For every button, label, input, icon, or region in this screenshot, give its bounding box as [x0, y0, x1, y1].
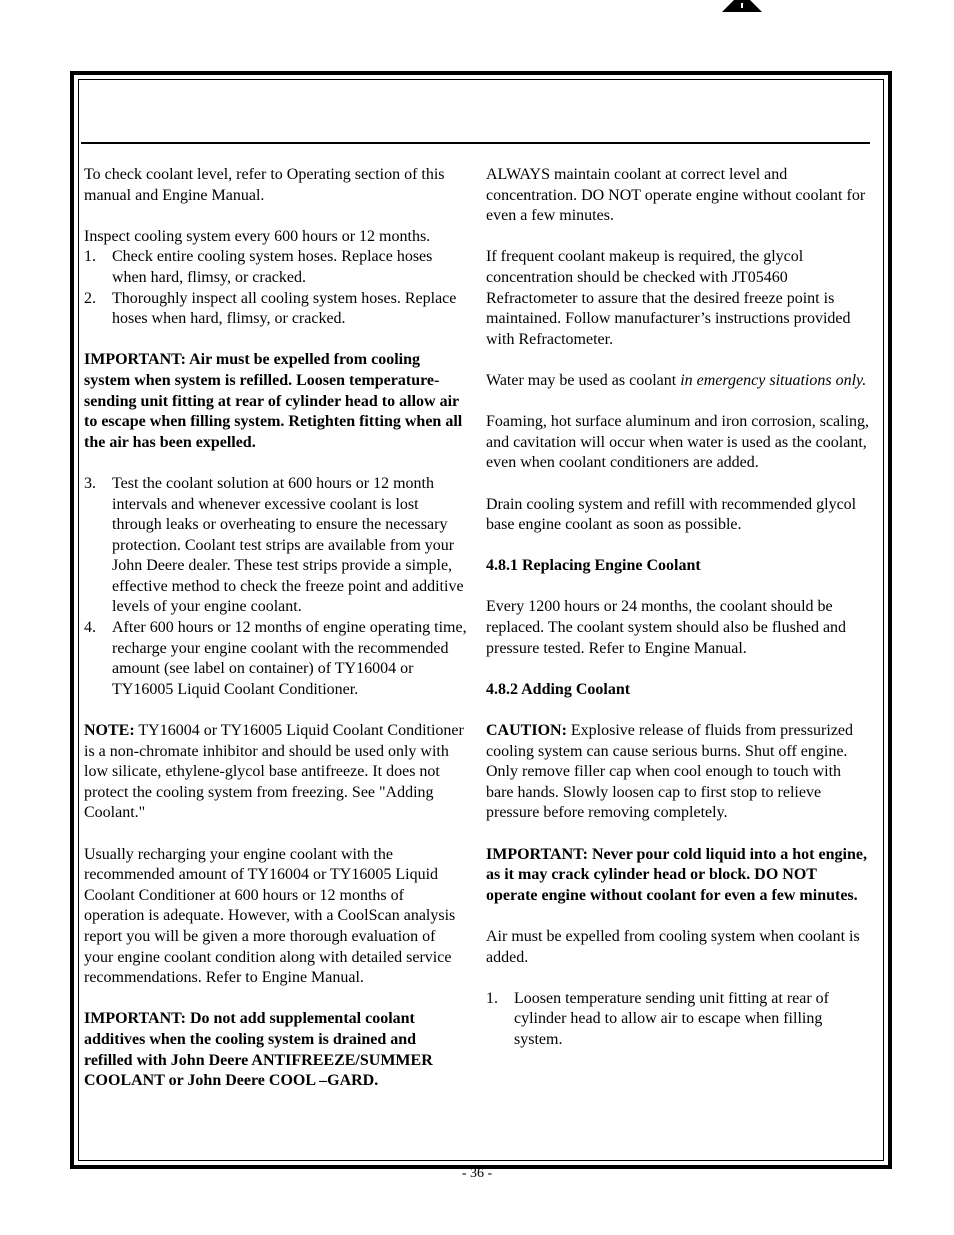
caution-paragraph: [486, 721, 872, 824]
important-additives: IMPORTANT: Do not add supplemental coolant additives when the cooling system is drained and refilled with John Deere ANTIFREEZE/SUMMER COOLANT or John Deere COOL –GARD.: [84, 1010, 433, 1090]
section-heading-replacing-coolant: 4.8.1 Replacing Engine Coolant: [486, 557, 701, 575]
coolant-test-list: [84, 474, 468, 701]
paragraph-inspect: Inspect cooling system every 600 hours or 12 months.: [84, 227, 431, 245]
note-text: TY16004 or TY16005 Liquid Coolant Conditioner is a non-chromate inhibitor and should be used only with low silicate, ethylene-glycol base antifreeze. It does not protect the cooling system from freezing. See "Adding Coolant.": [84, 722, 464, 822]
list-item: 2. Thoroughly inspect all cooling system hoses. Replace hoses when hard, flimsy, or cracked.: [84, 289, 457, 328]
paragraph-air-expelled: Air must be expelled from cooling system when coolant is added.: [486, 927, 860, 966]
paragraph-replace-interval: Every 1200 hours or 24 months, the coolant should be replaced. The coolant system should also be flushed and pressure tested. Refer to Engine Manual.: [486, 598, 847, 657]
note-label: NOTE:: [84, 722, 135, 740]
warning-triangle-icon: [722, 0, 762, 12]
important-air-expel: IMPORTANT: Air must be expelled from cooling system when system is refilled. Loosen temperature-sending unit fitting at rear of cylinder head to allow air to escape when filling system. Retighten fitting when all the air has been expelled.: [84, 351, 463, 451]
paragraph-maintain-level: ALWAYS maintain coolant at correct level and concentration. DO NOT operate engine without coolant for even a few minutes.: [486, 166, 866, 225]
paragraph-check-level: To check coolant level, refer to Operating section of this manual and Engine Manual.: [84, 166, 445, 204]
adding-coolant-steps: [486, 989, 872, 1051]
caution-label: CAUTION:: [486, 722, 567, 740]
paragraph-water-emergency: Water may be used as coolant in emergency situations only.: [486, 371, 867, 389]
list-item: 1. Check entire cooling system hoses. Replace hoses when hard, flimsy, or cracked.: [84, 248, 433, 286]
hose-check-list: [84, 247, 468, 329]
paragraph-refractometer: If frequent coolant makeup is required, the glycol concentration should be checked with JT05460 Refractometer to assure that the desired freeze point is maintained. Follow manufacturer’s instructions provided with Refractometer.: [486, 248, 851, 348]
left-column: [84, 165, 468, 1092]
page-number: - 36 -: [461, 1166, 493, 1181]
section-heading-adding-coolant: 4.8.2 Adding Coolant: [486, 680, 631, 698]
right-column: [486, 165, 872, 1051]
list-item: 4. After 600 hours or 12 months of engine operating time, recharge your engine coolant with the recommended amount (see label on container) of TY16004 or TY16005 Liquid Coolant Conditioner.: [84, 619, 467, 698]
paragraph-recharging: Usually recharging your engine coolant with the recommended amount of TY16004 or TY16005 Liquid Coolant Conditioner at 600 hours or 12 months of operation is adequate. However, with a CoolScan analysis report you will be given a more thorough evaluation of your engine coolant condition along with detailed service recommendations. Refer to Engine Manual.: [84, 845, 456, 987]
header-rule: [81, 142, 870, 144]
important-cold-liquid: IMPORTANT: Never pour cold liquid into a hot engine, as it may crack cylinder head or block. DO NOT operate engine without coolant for even a few minutes.: [486, 845, 867, 904]
paragraph-drain-refill: Drain cooling system and refill with recommended glycol base engine coolant as soon as possible.: [486, 495, 857, 534]
paragraph-corrosion: Foaming, hot surface aluminum and iron corrosion, scaling, and cavitation will occur when water is used as the coolant, even when coolant conditioners are added.: [486, 413, 870, 472]
note-paragraph: [84, 721, 468, 824]
caution-text: Explosive release of fluids from pressurized cooling system can cause serious burns. Shut off engine. Only remove filler cap when cool enough to touch with bare hands. Slowly loosen cap to first stop to relieve pressure before removing completely.: [486, 722, 854, 822]
list-item: 1. Loosen temperature sending unit fitting at rear of cylinder head to allow air to escape when filling system.: [486, 989, 830, 1048]
list-item: 3. Test the coolant solution at 600 hours or 12 month intervals and whenever excessive coolant is lost through leaks or overheating to ensure the necessary protection. Coolant test strips are available from your John Deere dealer. These test strips provide a simple, effective method to check the freeze point and additive levels of your engine coolant.: [84, 474, 464, 616]
